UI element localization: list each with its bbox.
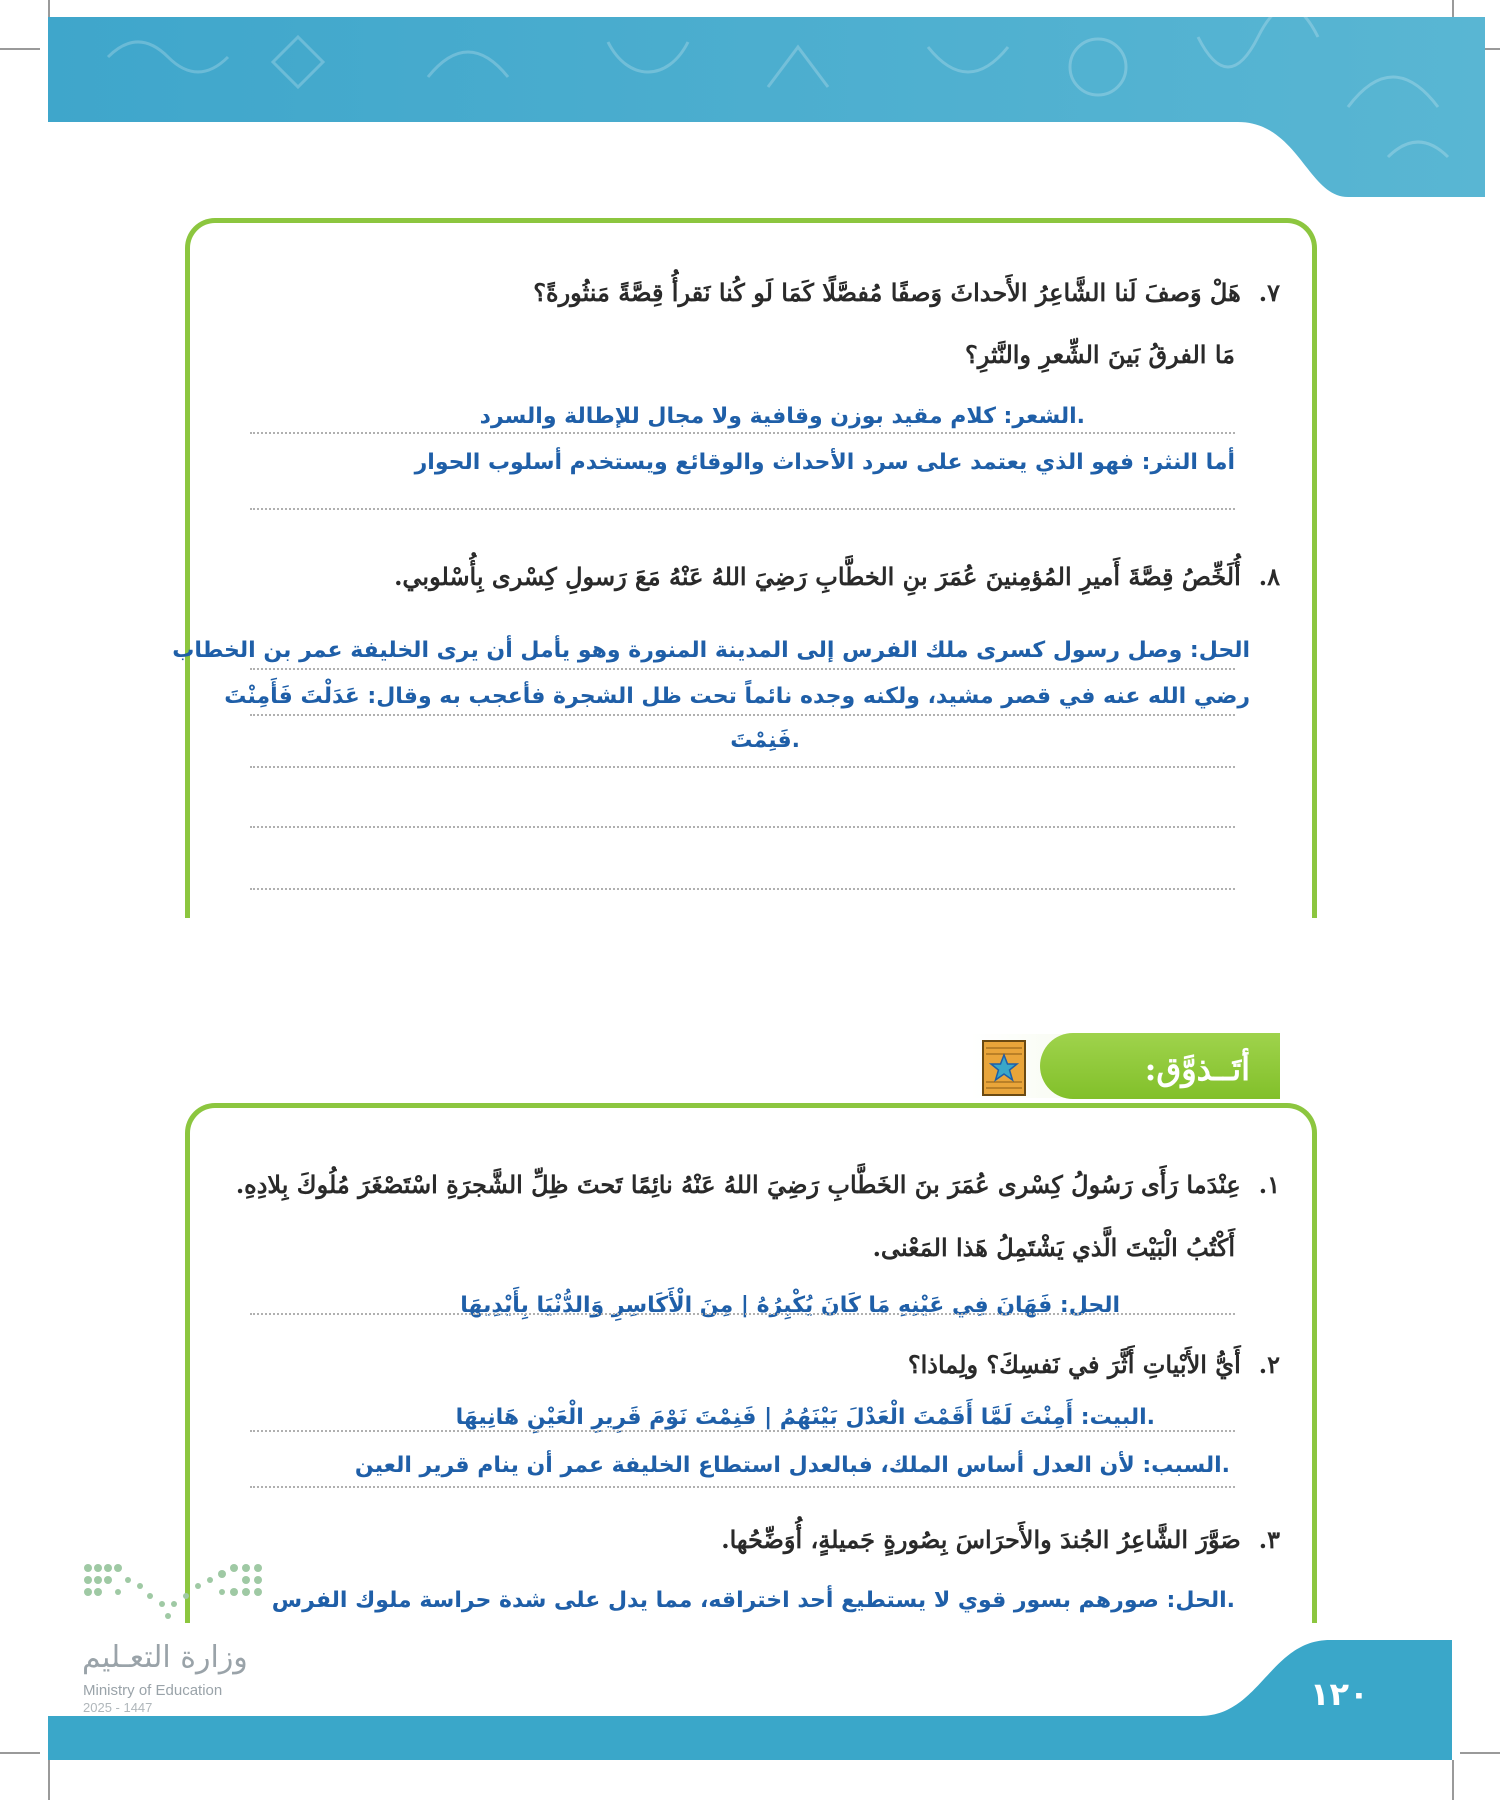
ministry-name-english: Ministry of Education	[83, 1682, 223, 1699]
question-1-subtext: أَكْتُبُ الْبَيْتَ الَّذي يَشْتَمِلُ هَذا المَعْنى.	[872, 1233, 1235, 1262]
answer-text: .الحل: صورهم بسور قوي لا يستطيع أحد اختراقه، مما يدل على شدة حراسة ملوك الفرس	[271, 1588, 1235, 1613]
answer-text: .الشعر: كلام مقيد بوزن وقافية ولا مجال للإطالة والسرد	[479, 404, 1085, 429]
answer-line	[250, 668, 1235, 670]
page-number: ١٢٠	[1310, 1675, 1369, 1713]
answer-line	[250, 766, 1235, 768]
ministry-year: 2025 - 1447	[83, 1700, 153, 1715]
star-icon	[982, 1040, 1026, 1096]
crop-mark	[0, 48, 40, 50]
answer-text: .فَنِمْتَ	[730, 728, 800, 753]
answer-line	[250, 888, 1235, 890]
answer-text: أما النثر: فهو الذي يعتمد على سرد الأحداث والوقائع ويستخدم أسلوب الحوار	[414, 450, 1235, 475]
answer-line	[250, 1486, 1235, 1488]
answer-line	[250, 432, 1235, 434]
answer-text: الحل: فَهَانَ فِي عَيْنِهِ مَا كَانَ يُكْبِرُهُ | مِنَ الْأَكَاسِرِ وَالدُّنْيَا بِأَيْدِيهَا	[460, 1293, 1120, 1318]
answer-text: .السبب: لأن العدل أساس الملك، فبالعدل استطاع الخليفة عمر أن ينام قرير العين	[354, 1453, 1230, 1478]
question-8: ٨.أُلَخِّصُ قِصَّةَ أَميرِ المُؤمِنينَ عُمَرَ بنِ الخطَّابِ رَضِيَ اللهُ عَنْهُ مَعَ رَسولِ كِسْرى بِأُسْلوبي.	[394, 562, 1280, 591]
top-banner	[48, 17, 1485, 197]
answer-line	[250, 826, 1235, 828]
answer-line	[250, 508, 1235, 510]
section-title: أتَــذوَّق:	[1144, 1050, 1250, 1088]
moe-logo-icon	[80, 1560, 270, 1630]
question-3: ٣.صَوَّرَ الشَّاعِرُ الجُندَ والأَحرَاسَ بِصُورةٍ جَميلةٍ، أُوَضِّحُها.	[721, 1525, 1280, 1554]
question-1: ١.عِنْدَما رَأَى رَسُولُ كِسْرى عُمَرَ بنَ الخَطَّابِ رَضِيَ اللهُ عَنْهُ نائِمًا تَحتَ ظِلِّ الشَّجرَةِ اسْتَصْغَرَ مُلُوكَ بِلادِهِ.	[235, 1170, 1280, 1199]
answer-line	[250, 1313, 1235, 1315]
ministry-name-arabic: وزارة التعـليم	[82, 1640, 248, 1675]
answer-line	[250, 1430, 1235, 1432]
answer-text: رضي الله عنه في قصر مشيد، ولكنه وجده نائماً تحت ظل الشجرة فأعجب به وقال: عَدَلْتَ فَأَمِنْتَ	[224, 684, 1250, 709]
question-7-subtext: مَا الفرقُ بَينَ الشِّعرِ والنَّثرِ؟	[964, 340, 1235, 369]
answer-text: الحل: وصل رسول كسرى ملك الفرس إلى المدينة المنورة وهو يأمل أن يرى الخليفة عمر بن الخطاب	[172, 638, 1250, 663]
answer-line	[250, 714, 1235, 716]
question-7: ٧.هَلْ وَصفَ لَنا الشَّاعِرُ الأَحداثَ وَصفًا مُفصَّلًا كَمَا لَو كُنا نَقرأُ قِصَّةً مَنثُورةً؟	[533, 278, 1280, 307]
answer-text: .البيت: أَمِنْتَ لَمَّا أَقَمْتَ الْعَدْلَ بَيْنَهُمُ | فَنِمْتَ نَوْمَ قَرِيرِ الْعَيْنِ هَانِيهَا	[455, 1405, 1155, 1430]
question-2: ٢.أَيُّ الأَبْياتِ أَثَّرَ في نَفسِكَ؟ ولِماذا؟	[907, 1350, 1280, 1379]
